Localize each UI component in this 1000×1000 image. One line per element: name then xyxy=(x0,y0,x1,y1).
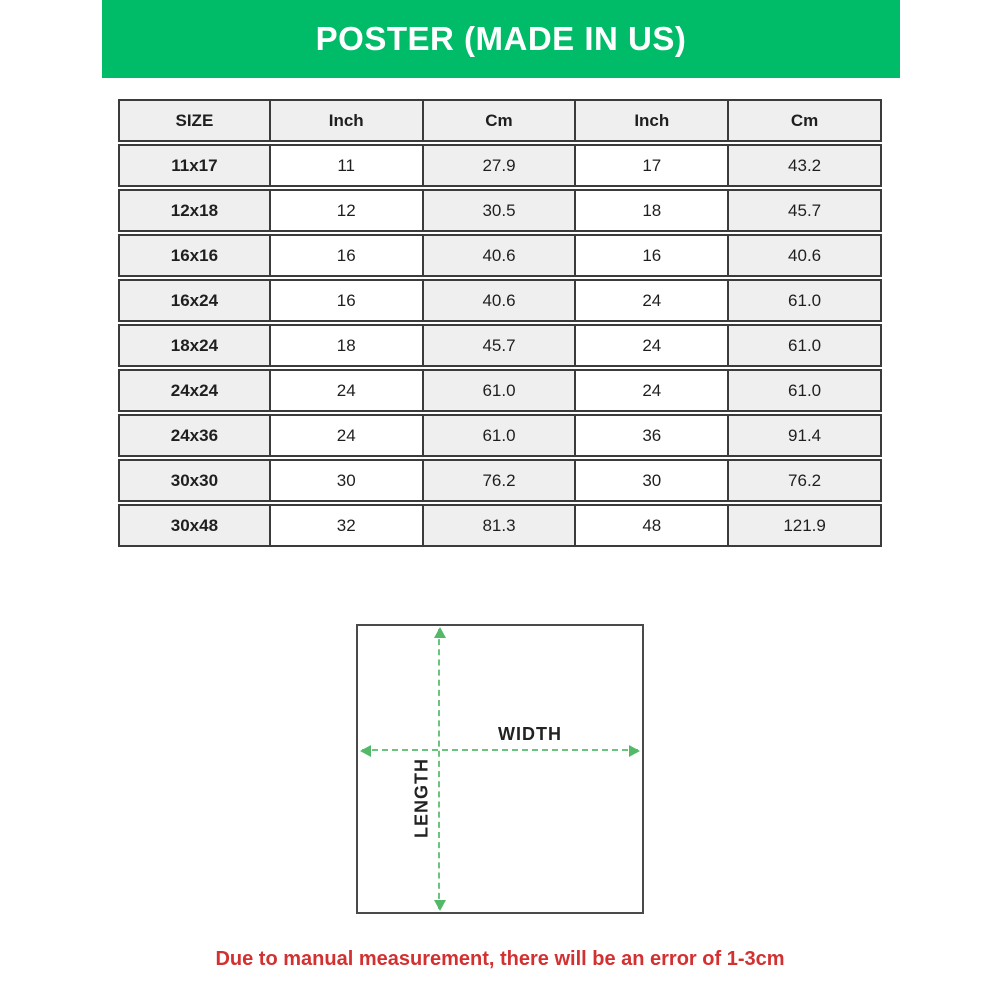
size-cell: 30x30 xyxy=(118,459,271,502)
table-row xyxy=(118,234,882,277)
cm-cell: 91.4 xyxy=(729,414,882,457)
length-arrow xyxy=(438,629,440,909)
table-row xyxy=(118,369,882,412)
cm-cell: 76.2 xyxy=(729,459,882,502)
length-label: LENGTH xyxy=(411,758,432,838)
size-cell: 16x16 xyxy=(118,234,271,277)
cm-cell: 27.9 xyxy=(424,144,577,187)
inch-cell: 48 xyxy=(576,504,729,547)
inch-cell: 11 xyxy=(271,144,424,187)
inch-cell: 12 xyxy=(271,189,424,232)
size-cell: 12x18 xyxy=(118,189,271,232)
cm-cell: 121.9 xyxy=(729,504,882,547)
cm-cell: 43.2 xyxy=(729,144,882,187)
arrow-left-icon xyxy=(360,745,371,757)
size-table xyxy=(118,97,882,549)
measurement-diagram xyxy=(356,624,644,914)
size-cell: 11x17 xyxy=(118,144,271,187)
width-label: WIDTH xyxy=(498,724,562,744)
cm-cell: 76.2 xyxy=(424,459,577,502)
table-row xyxy=(118,144,882,187)
inch-cell: 36 xyxy=(576,414,729,457)
arrow-up-icon xyxy=(434,627,446,638)
cm-cell: 45.7 xyxy=(729,189,882,232)
table-row xyxy=(118,279,882,322)
column-header-inch-1: Inch xyxy=(271,99,424,142)
measurement-note: Due to manual measurement, there will be an error of 1-3cm xyxy=(215,948,785,970)
column-header-cm-2: Cm xyxy=(729,99,882,142)
cm-cell: 61.0 xyxy=(424,369,577,412)
size-cell: 24x36 xyxy=(118,414,271,457)
cm-cell: 81.3 xyxy=(424,504,577,547)
cm-cell: 61.0 xyxy=(729,279,882,322)
column-header-inch-2: Inch xyxy=(576,99,729,142)
cm-cell: 40.6 xyxy=(424,279,577,322)
inch-cell: 30 xyxy=(271,459,424,502)
inch-cell: 24 xyxy=(271,369,424,412)
inch-cell: 18 xyxy=(271,324,424,367)
cm-cell: 40.6 xyxy=(729,234,882,277)
size-table-header xyxy=(118,99,882,142)
size-cell: 18x24 xyxy=(118,324,271,367)
table-row xyxy=(118,504,882,547)
size-cell: 30x48 xyxy=(118,504,271,547)
arrow-down-icon xyxy=(434,900,446,911)
arrow-right-icon xyxy=(629,745,640,757)
inch-cell: 16 xyxy=(576,234,729,277)
table-row xyxy=(118,414,882,457)
size-cell: 16x24 xyxy=(118,279,271,322)
column-header-size: SIZE xyxy=(118,99,271,142)
inch-cell: 24 xyxy=(576,369,729,412)
inch-cell: 32 xyxy=(271,504,424,547)
inch-cell: 24 xyxy=(576,324,729,367)
cm-cell: 61.0 xyxy=(424,414,577,457)
cm-cell: 45.7 xyxy=(424,324,577,367)
table-row xyxy=(118,189,882,232)
width-arrow xyxy=(362,749,638,751)
inch-cell: 30 xyxy=(576,459,729,502)
inch-cell: 16 xyxy=(271,279,424,322)
cm-cell: 61.0 xyxy=(729,369,882,412)
cm-cell: 30.5 xyxy=(424,189,577,232)
table-row xyxy=(118,324,882,367)
title-banner xyxy=(102,0,900,78)
page-title: POSTER (MADE IN US) xyxy=(315,20,687,57)
size-table-body xyxy=(118,144,882,547)
header-row xyxy=(118,99,882,142)
inch-cell: 17 xyxy=(576,144,729,187)
size-cell: 24x24 xyxy=(118,369,271,412)
inch-cell: 24 xyxy=(271,414,424,457)
cm-cell: 40.6 xyxy=(424,234,577,277)
inch-cell: 18 xyxy=(576,189,729,232)
inch-cell: 16 xyxy=(271,234,424,277)
inch-cell: 24 xyxy=(576,279,729,322)
cm-cell: 61.0 xyxy=(729,324,882,367)
column-header-cm-1: Cm xyxy=(424,99,577,142)
table-row xyxy=(118,459,882,502)
